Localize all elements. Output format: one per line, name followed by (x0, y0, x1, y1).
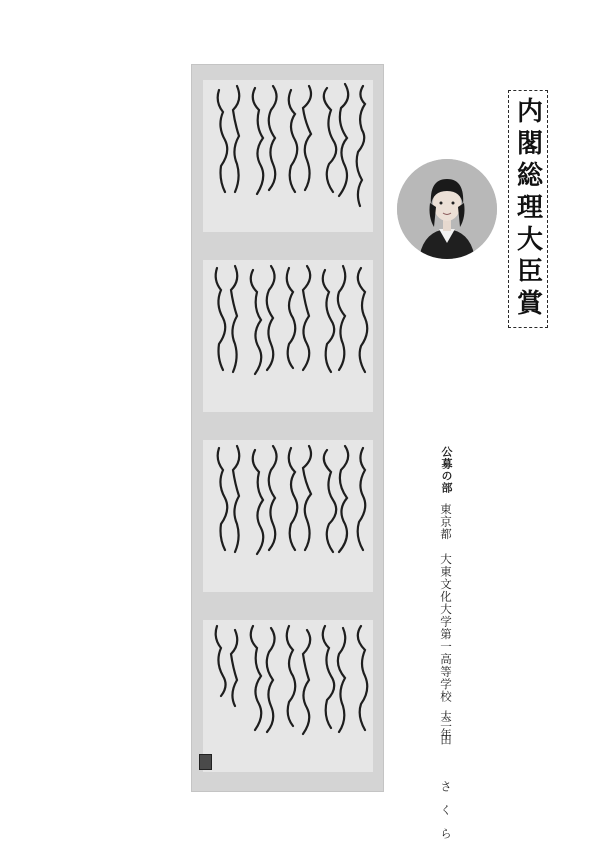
award-title-box (508, 90, 548, 328)
calligraphy-scroll (191, 64, 384, 792)
calligraphy-panel-3 (203, 440, 373, 592)
award-title: 内閣総理大臣賞 (512, 97, 543, 321)
calligraphy-panel-1 (203, 80, 373, 232)
calligraphy-ink-4 (203, 620, 373, 772)
calligraphy-panel-2 (203, 260, 373, 412)
calligraphy-ink-2 (203, 260, 373, 412)
calligraphy-panel-4 (203, 620, 373, 772)
student-name: 太田 さくら (439, 710, 453, 851)
school-name: 東京都 大東文化大学第一高等学校 三年 (439, 503, 453, 741)
seal-stamp-icon (199, 754, 212, 770)
category-label: 公募の部 (440, 446, 453, 494)
calligraphy-ink-1 (203, 80, 373, 232)
calligraphy-ink-3 (203, 440, 373, 592)
student-portrait-icon (397, 159, 497, 259)
